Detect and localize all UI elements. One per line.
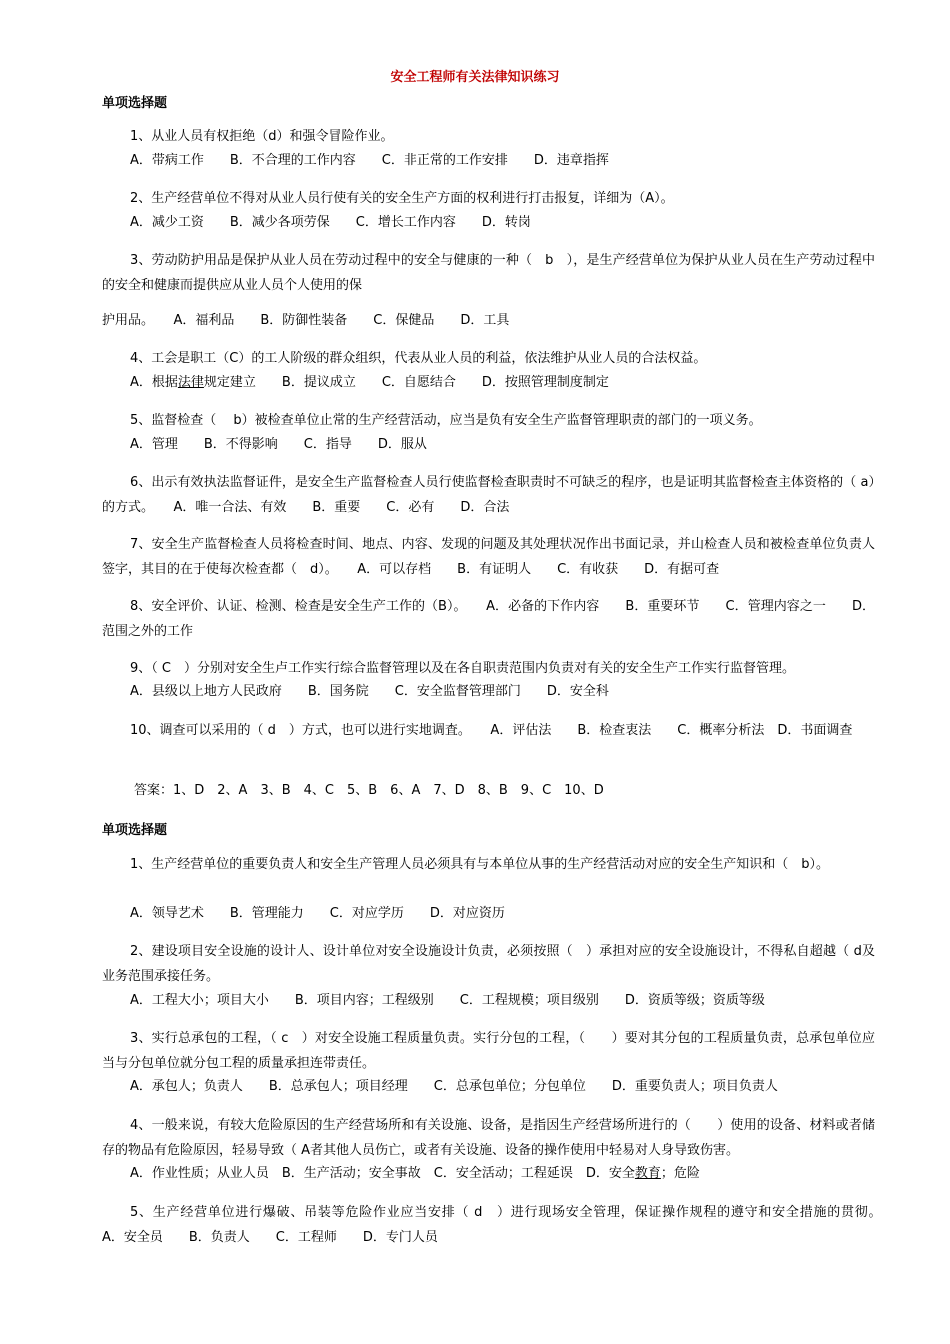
document-title: 安全工程师有关法律知识练习 [390,70,560,85]
question-9-options: A．县级以上地方人民政府 B．国务院 C．安全监督管理部门 D．安全科 [130,684,609,699]
question-1-options: A．带病工作 B．不合理的工作内容 C．非正常的工作安排 D．违章指挥 [130,153,609,168]
question-4-options: A．根据法律规定建立 B．提议成立 C．自愿结合 D．按照管理制度制定 [130,375,609,390]
question-s2-1-options: A．领导艺术 B．管理能力 C．对应学历 D．对应资历 [130,906,505,921]
question-2-options: A．减少工资 B．减少各项劳保 C．增长工作内容 D．转岗 [130,215,531,230]
question-s2-3: 3、实行总承包的工程，（ c ）对安全设施工程质量负责。实行分包的工程，（ ）要对其分包的工程质量负责，总承包单位应当与分包单位就分包工程的质量承担连带责任。 [102,1031,875,1071]
question-2: 2、生产经营单位不得对从业人员行使有关的安全生产方面的权利进行打击报复，详细为（A）。 [130,191,674,206]
question-3-options: 护用品。 A．福利品 B．防御性装备 C．保健品 D．工具 [102,313,510,328]
question-9: 9、（ C ）分别对安全生卢工作实行综合监督管理以及在各自职责范围内负责对有关的安全生产工作实行监督管理。 [130,661,795,676]
question-5-options: A．管理 B．不得影响 C．指导 D．服从 [130,437,427,452]
question-3: 3、劳动防护用品是保护从业人员在劳动过程中的安全与健康的一种（ b ），是生产经营单位为保护从业人员在生产劳动过程中的安全和健康而提供应从业人员个人使用的保 [102,253,875,293]
question-6: 6、出示有效执法监督证件，是安全生产监督检查人员行使监督检查职责时不可缺乏的程序，也是证明其监督检查主体资格的（ a）的方式。 A．唯一合法、有效 B．重要 C．必有 D．合法 [102,475,875,515]
question-s2-2: 2、建设项目安全设施的设计人、设计单位对安全设施设计负责，必须按照（ ）承担对应的安全设施设计，不得私自超越（ d及业务范围承接任务。 [102,944,875,984]
education-link[interactable]: 教育 [634,1166,661,1181]
question-1: 1、从业人员有权拒绝（d）和强令冒险作业。 [130,129,394,144]
section-heading: 单项选择题 [102,96,168,111]
question-s2-1: 1、生产经营单位的重要负责人和安全生产管理人员必须具有与本单位从事的生产经营活动对应的安全生产知识和（ b）。 [130,857,830,872]
question-5: 5、监督检查（ b）被检查单位止常的生产经营活动，应当是负有安全生产监督管理职责的部门的一项义务。 [130,413,762,428]
question-s2-3-options: A．承包人；负责人 B．总承包人；项目经理 C．总承包单位；分包单位 D．重要负责人；项目负责人 [130,1079,778,1094]
question-10: 10、调查可以采用的（ d ）方式，也可以进行实地调査。 A．评估法 B．检查衷法 C．概率分析法 D．书面调查 [130,723,853,738]
question-s2-5: 5、生产经营单位进行爆破、吊装等危险作业应当安排（ d ）进行现场安全管理，保证操作规程的遵守和安全措施的贯彻。 A．安全员 B．负责人 C．工程师 D．专门人员 [102,1205,902,1245]
question-s2-4: 4、一般来说，有较大危险原因的生产经营场所和有关设施、设备，是指因生产经营场所进行的（ ）使用的设备、材料或者储存的物品有危险原因，轻易导致（ A者其他人员伤亡，或者有关设施、设备的操作使用中轻易对人身导致伤害。 [102,1118,875,1158]
answer-key: 答案：1、D 2、A 3、B 4、C 5、B 6、A 7、D 8、B 9、C 10、D [134,783,604,798]
section-heading: 单项选择题 [102,823,168,838]
question-7: 7、安全生产监督检查人员将检查时间、地点、内容、发现的问题及其处理状况作出书面记录，并山检查人员和被检查单位负责人签字，其目的在于使每次检查都（ d）。 A．可以存档 B．有证明人 C．有收获 D．有据可查 [102,537,875,577]
question-s2-2-options: A．工程大小；项目大小 B．项目内容；工程级别 C．工程规模；项目级别 D．资质等级；资质等级 [130,993,765,1008]
question-s2-4-options: A．作业性质；从业人员 B．生产活动；安全事故 C．安全活动；工程延误 D．安全教育；危险 [130,1166,700,1181]
question-4: 4、工会是职工（C）的工人阶级的群众组织，代表从业人员的利益，依法维护从业人员的合法权益。 [130,351,707,366]
law-link[interactable]: 法律 [177,375,204,390]
question-8: 8、安全评价、认证、检测、检查是安全生产工作的（B）。 A．必备的下作内容 B．重要环节 C．管理内容之一 D．范围之外的工作 [102,599,875,639]
